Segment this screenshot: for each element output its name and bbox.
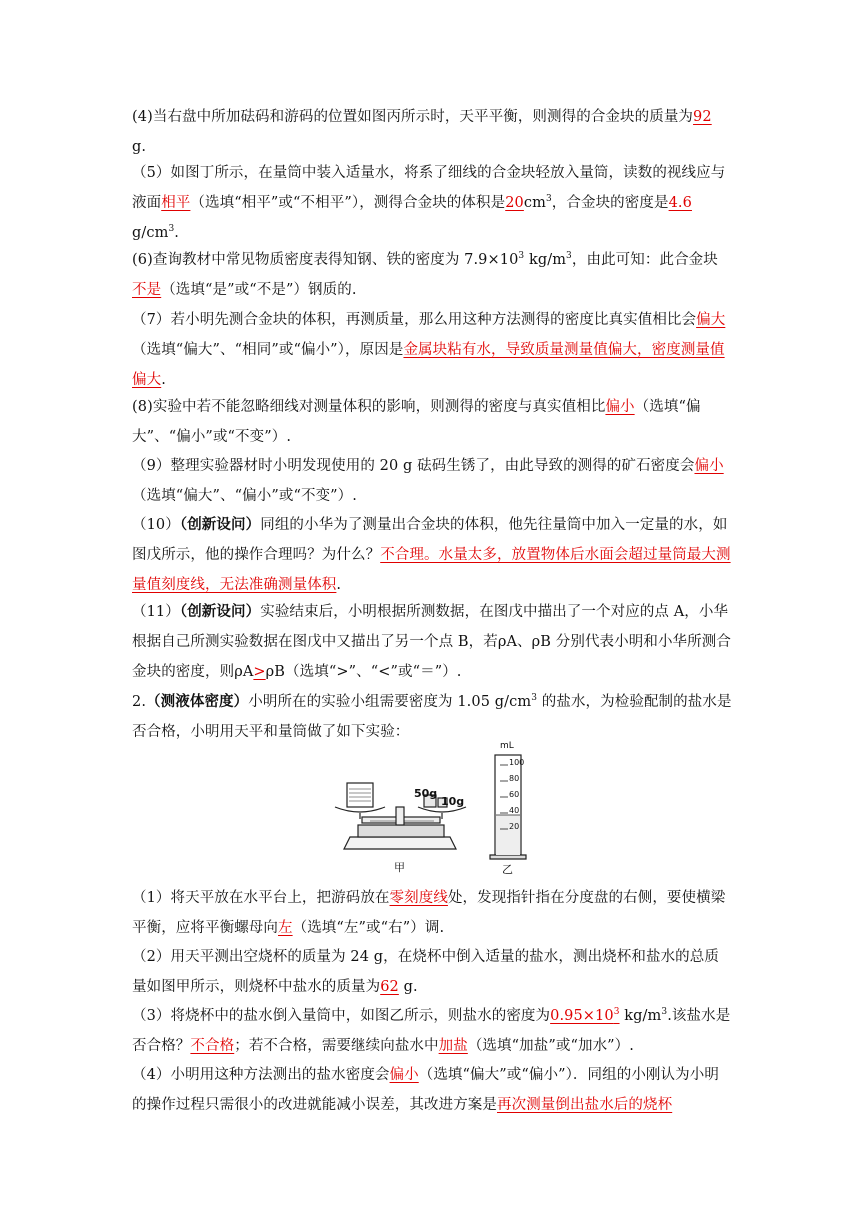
q5-text-2: （选填“相平”或“不相平”），测得合金块的体积是 <box>190 195 506 211</box>
sub-question-4 <box>132 1060 732 1120</box>
s1-answer-1: 零刻度线 <box>389 890 448 906</box>
q7-text-2: （选填“偏大”、“相同”或“偏小”），原因是 <box>132 342 404 358</box>
q10-text: 同组的小华为了测量出合金块的体积，他先往量筒中加入一定量的水，如图戊所示，他的操作合理吗？为什么？ <box>132 517 728 563</box>
figure-label-yi: 乙 <box>502 863 513 876</box>
q5-answer-1: 相平 <box>161 195 191 211</box>
q7-answer-2: 金属块粘有水，导致质量测量值偏大，密度测量值偏大 <box>132 342 725 388</box>
s1-text-2: 处，发现指针指在分度盘的右侧，要使横梁平衡，应将平衡螺母向 <box>132 890 726 936</box>
s3-text: （3）将烧杯中的盐水倒入量筒中，如图乙所示，则盐水的密度为 <box>132 1008 551 1024</box>
q2-text: 小明所在的实验小组需要密度为 1.05 g/cm <box>248 694 532 710</box>
s2-answer: 62 <box>380 979 399 995</box>
s3-sup-2: 3 <box>661 1007 668 1018</box>
q5-end: . <box>174 225 179 241</box>
q4-text: (4)当右盘中所加砝码和游码的位置如图丙所示时，天平平衡，则测得的合金块的质量为 <box>132 109 694 125</box>
q5-sup-2: 3 <box>168 224 175 235</box>
cylinder-tick-label: 100 <box>509 758 525 767</box>
question-6 <box>132 245 732 305</box>
balance-and-cylinder-drawing <box>330 745 560 877</box>
q10-answer: 不合理。水量太多，放置物体后水面会超过量筒最大测量值刻度线，无法准确测量体积 <box>132 547 731 593</box>
s3-text-3: ；若不合格，需要继续向盐水中 <box>234 1038 439 1054</box>
q9-text-2: （选填“偏大”、“偏小”或“不变”）. <box>132 488 357 504</box>
q7-end: . <box>161 372 166 388</box>
q10-end: . <box>336 577 342 593</box>
question-5 <box>132 158 732 248</box>
s4-answer-2: 再次测量倒出盐水后的烧杯 <box>497 1097 673 1113</box>
s4-text-2: （选填“偏大”或“偏小”）．同组的小刚认为小明的操作过程只需很小的改进就能减小误差，其改进方案是 <box>132 1067 719 1113</box>
q11-number: （11） <box>132 604 180 620</box>
q5-text-3: ，合金块的密度是 <box>551 195 669 211</box>
s3-answer-1: 0.95×10 <box>550 1008 614 1024</box>
s1-answer-2: 左 <box>278 920 293 936</box>
question-8 <box>132 392 732 452</box>
q4-unit: g. <box>132 139 147 155</box>
s3-sup-1: 3 <box>613 1007 620 1018</box>
question-11 <box>132 597 732 687</box>
q8-text-2: （选填“偏大”、“偏小”或“不变”）. <box>132 399 701 445</box>
q6-text-2: ，由此可知：此合金块 <box>571 252 718 268</box>
q2-text-2: 的盐水，为检验配制的盐水是否合格，小明用天平和量筒做了如下实验： <box>132 694 732 740</box>
q6-sup-2: 3 <box>566 251 572 262</box>
sub-question-2 <box>132 942 732 1002</box>
q7-text: （7）若小明先测合金块的体积，再测质量，那么用这种方法测得的密度比真实值相比会 <box>132 312 697 328</box>
q6-text-3: （选填“是”或“不是”）钢质的. <box>161 282 357 298</box>
weight-10g-label: 10g <box>441 795 465 808</box>
s4-text: （4）小明用这种方法测出的盐水密度会 <box>132 1067 390 1083</box>
q8-text: (8)实验中若不能忽略细线对测量体积的影响，则测得的密度与真实值相比 <box>132 399 606 415</box>
question-4 <box>132 102 732 162</box>
cylinder-unit-label: mL <box>500 741 514 751</box>
q5-sup-1: 3 <box>545 194 552 205</box>
cylinder-tick-label: 40 <box>509 806 520 815</box>
s2-unit: g. <box>403 979 418 995</box>
sub-question-1 <box>132 883 732 943</box>
q11-text-2: ρB（选填“>”、“<”或“＝”）. <box>265 664 462 680</box>
s3-text-2: .该盐水是否合格？ <box>132 1008 731 1054</box>
s2-text: （2）用天平测出空烧杯的质量为 24 g，在烧杯中倒入适量的盐水，测出烧杯和盐水的总质量如图甲所示，则烧杯中盐水的质量为 <box>132 949 719 995</box>
q2-sup: 3 <box>531 693 538 704</box>
q2-number: 2. <box>132 694 147 710</box>
q5-text: （5）如图丁所示，在量筒中装入适量水，将系了细线的合金块轻放入量筒，读数的视线应与液面 <box>132 165 726 211</box>
q11-tag: （创新设问） <box>179 603 261 620</box>
q11-answer: > <box>253 664 266 680</box>
q2-tag: （测液体密度） <box>146 693 249 710</box>
sub-question-3 <box>132 1001 732 1061</box>
experiment-figure <box>330 741 560 877</box>
s1-text-3: （选填“左”或“右”）调. <box>292 920 445 936</box>
q11-text: 实验结束后，小明根据所测数据，在图戊中描出了一个对应的点 A，小华根据自己所测实验数据在图戊中又描出了另一个点 B，若ρA、ρB 分别代表小明和小华所测合金块的密度，则ρA <box>132 604 731 680</box>
q5-unit-1: cm <box>523 195 546 211</box>
q5-answer-3: 4.6 <box>668 195 692 211</box>
q5-answer-2: 20 <box>505 195 524 211</box>
cylinder-tick-label: 80 <box>509 774 520 783</box>
cylinder-tick-label: 60 <box>509 790 520 799</box>
q9-answer: 偏小 <box>694 458 724 474</box>
s4-answer-1: 偏小 <box>389 1067 419 1083</box>
q6-unit: kg/m <box>524 252 567 268</box>
q10-number: （10） <box>132 517 180 533</box>
question-7 <box>132 305 732 395</box>
q4-answer: 92 <box>693 109 712 125</box>
q10-tag: （创新设问） <box>179 516 261 533</box>
q8-answer: 偏小 <box>605 399 635 415</box>
q6-text: (6)查询教材中常见物质密度表得知钢、铁的密度为 7.9×10 <box>132 252 519 268</box>
weight-50g-label: 50g <box>414 787 438 800</box>
q7-answer-1: 偏大 <box>696 312 726 328</box>
question-9 <box>132 451 732 511</box>
s3-text-4: （选填“加盐”或“加水”）. <box>467 1038 634 1054</box>
q6-sup-1: 3 <box>518 251 525 262</box>
cylinder-tick-label: 20 <box>509 822 520 831</box>
s3-answer-3: 加盐 <box>438 1038 468 1054</box>
q9-text: （9）整理实验器材时小明发现使用的 20 g 砝码生锈了，由此导致的测得的矿石密度会 <box>132 458 695 474</box>
figure-label-jia: 甲 <box>394 861 405 874</box>
q6-answer: 不是 <box>132 282 162 298</box>
s3-unit: kg/m <box>624 1008 662 1024</box>
s3-answer-2: 不合格 <box>190 1038 235 1054</box>
s1-text: （1）将天平放在水平台上，把游码放在 <box>132 890 390 906</box>
question-10 <box>132 510 732 600</box>
question-2 <box>132 687 732 747</box>
q5-unit-2: g/cm <box>132 225 169 241</box>
